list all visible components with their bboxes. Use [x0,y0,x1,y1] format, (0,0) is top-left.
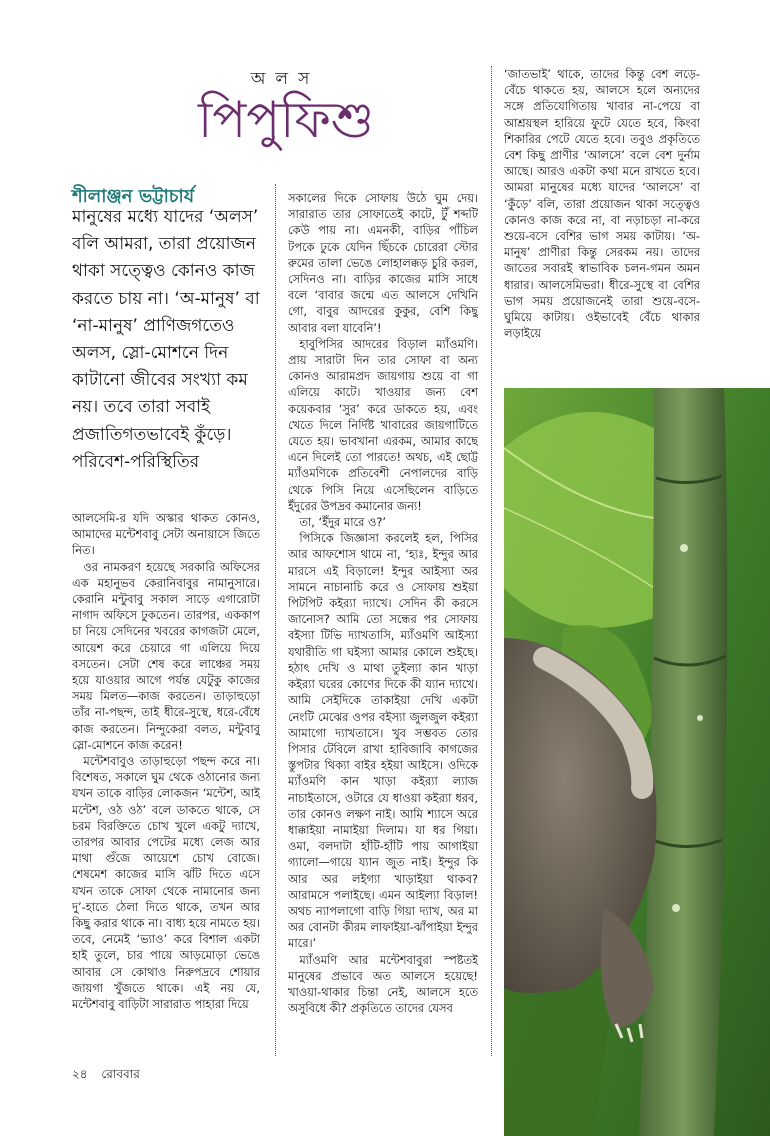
magazine-name: রোববার [101,1067,140,1081]
column-divider-left [275,184,276,1056]
article-column-1 [72,510,260,1058]
paragraph: তা, ‘ইঁদুর মারে ও?’ [299,515,387,530]
paragraph: পিসিকে জিজ্ঞাসা করলেই হল, পিসির আর আফশোস থামে না, ‘হ্যঃ, ইন্দুর আর মারসে এই বিড়ালে! ইন্দুর আইস্যা অর সামনে নাচানাচি করে ও সোফায় শুইয়া পিটপিট কইর‍্যা দ্যাখে। সেদিন কী করসে জানোস? আমি তো সন্ধের পর সোফায় বইস্যা টিভি দ্যাখতাসি, ম্যাঁওমণি আইস্যা যথারীতি গা ঘইস্যা আমার কোলে শুইছে। হঠাৎ দেখি ও মাথা তুইল্যা কান খাড়া কইর‍্যা ঘরের কোণের দিকে কী য্যান দ্যাখে। আমি সেইদিকে তাকাইয়া দেখি একটা নেংটি মেঝের ওপর বইস্যা জুলজুল কইর‍্যা আমাগো দ্যাখতাসে। খুব সম্ভবত তোর পিসার টেবিলে রাখা হাবিজাবি কাগজের স্তুপটার থিক্যা বাইর হইয়া আইসে। ওদিকে ম্যাঁওমণি কান খাড়া কইর‍্যা ল্যাজ নাচাইতাসে, ওটারে যে ধাওয়া কইর‍্যা ধরব, তার কোনও লক্ষণ নাই। আমি শ্যাসে অরে ধাক্কাইয়া নামাইয়া দিলাম। যা ধর গিয়া। ওমা, বলদাটা হাঁটি-হাঁটি পায় আগাইয়া গ্যালো—গায়ে য্যান জুত নাই। ইন্দুর কি আর অর লইগ্যা খাড়াইয়া থাকব? আরামসে পলাইছে। এমন আইল্যা বিড়াল! অথচ ন্যাপলাগো বাড়ি গিয়া দ্যাখ, অর মা অর বোনটা কীরম লাফাইয়া-ঝাঁপাইয়া ইন্দুর মারে।’ [288,531,478,951]
paragraph: ‘জাতভাই’ থাকে, তাদের কিন্তু বেশ লড়ে-বেঁচে থাকতে হয়, আলসে হলে অন্যদের সঙ্গে প্রতিযোগিতায় খাবার না-পেয়ে বা আশ্রয়স্থল হারিয়ে ফুটে যেতে হবে, কিংবা শিকারির পেটে যেতে হবে। তবুও প্রকৃতিতে বেশ কিছু প্রাণীর ‘আলসে’ বলে বেশ দুর্নাম আছে। আরও একটা কথা মনে রাখতে হবে। আমরা মানুষের মধ্যে যাদের ‘আলসে’ বা ‘কুঁড়ে’ বলি, তারা প্রয়োজন থাকা সত্ত্বেও কোনও কাজ করে না, বা নড়াচড়া না-করে শুয়ে-বসে বেশির ভাগ সময় কাটায়। ‘অ-মানুষ’ প্রাণীরা কিন্তু সেরকম নয়। তাদের জাতের সবারই স্বাভাবিক চলন-গমন অমন ধারার। আলসেমিভরা। ধীরে-সুস্থে বা বেশির ভাগ সময় প্রয়োজনেই তারা শুয়ে-বসে-ঘুমিয়ে কাটায়। ওইভাবেই বেঁচে থাকার লড়াইয়ে [504,67,700,341]
paragraph: মন্টেশবাবুও তাড়াহুড়ো পছন্দ করে না। বিশেষত, সকালে ঘুম থেকে ওঠানোর জন্য যখন তাকে বাড়ির লোকজন ‘মন্টেশ, আই মন্টেশ, ওঠ ওঠ’ বলে ডাকতে থাকে, সে চরম বিরক্তিতে চোখ খুলে একটু দ্যাখে, তারপর আবার পেটের মধ্যে লেজ আর মাথা গুঁজে আয়েশে চোখ বোজে। শেষমেশ কাজের মাসি ঝাঁট দিতে এসে যখন তাকে সোফা থেকে নামানোর জন্য দু’-হাতে ঠেলা দিতে থাকে, তখন আর কিছু করার থাকে না। বাধ্য হয়ে নামতে হয়। তবে, নেমেই ‘ভ্যাও’ করে বিশাল একটা হাই তুলে, চার পায়ে আড়মোড়া ভেঙে আবার সে কোথাও নিরুপদ্রবে শোয়ার জায়গা খুঁজতে থাকে। এই নয় যে, মন্টেশবাবু বাড়িটা সারারাত পাহারা দিয়ে [72,754,260,1012]
section-kicker: অলস [250,69,320,89]
page-number: ২৪ [72,1067,88,1081]
article-title: পিপুফিশু [197,91,375,149]
paragraph: ওর নামকরণ হয়েছে সরকারি অফিসের এক মহানুভব কেরানিবাবুর নামানুসারে। কেরানি মন্টুবাবু সকাল সাড়ে এগারোটা নাগাদ অফিসে ঢুকতেন। তারপর, এককাপ চা নিয়ে সেদিনের খবরের কাগজটা মেলে, আয়েশ করে চেয়ারে গা এলিয়ে দিয়ে বসতেন। সেটা শেষ করে লাঞ্চের সময় হয়ে যাওয়ার আগে পর্যন্ত যেটুকু কাজের সময় মিলত—কাজ করতেন। তাড়াহুড়ো তাঁর না-পছন্দ, তাই ধীরে-সুস্থে, ধরে-বেঁধে কাজ করতেন। নিন্দুকেরা বলত, মন্টুবাবু স্লো-মোশনে কাজ করেন! [72,559,260,752]
sloth-photo [504,388,770,1136]
paragraph: আলসেমি-র যদি অস্কার থাকত কোনও, আমাদের মন্টেশবাবু সেটা অনায়াসে জিতে নিত। [72,511,260,558]
paragraph: হাবুপিসির আদরের বিড়াল ম্যাঁওমণি। প্রায় সারাটা দিন তার সোফা বা অন্য কোনও আরামপ্রদ জায়গায় শুয়ে বা গা এলিয়ে কাটে। খাওয়ার জন্য বেশ কয়েকবার ‘সুর’ করে ডাকতে হয়, এবং খেতে দিলে নির্দিষ্ট খাবারের জায়গাটিতে যেতে হয়। ভাবখানা এরকম, আমার কাছে এনে দিলেই তো পারতে! অথচ, এই ছোট্ট ম্যাঁওমণিকে প্রতিবেশী নেপালদের বাড়ি থেকে পিসি নিয়ে এসেছিলেন বাড়িতে ইঁদুরের উপদ্রব কমানোর জন্য! [288,336,478,513]
article-column-3 [504,66,700,366]
paragraph: ম্যাঁওমণি আর মন্টেশবাবুরা স্পষ্টতই মানুষের প্রভাবে অত আলসে হয়েছে! খাওয়া-থাকার চিন্তা নেই, আলসে হতে অসুবিধে কী? প্রকৃতিতে তাদের যেসব [288,952,478,1016]
column-divider-right [491,66,492,1056]
page-footer [72,1066,150,1086]
author-byline: শীলাঞ্জন ভট্টাচার্য [72,186,195,207]
paragraph: সকালের দিকে সোফায় উঠে ঘুম দেয়। সারারাত তার সোফাতেই কাটে, টুঁ শব্দটি কেউ পায় না। এমনকী, বাড়ির পাঁচিল টপকে ঢুকে যেদিন ছিঁচকে চোরেরা স্টোর রুমের তালা ভেঙে লোহালক্কড় চুরি করল, সেদিনও না। বাড়ির কাজের মাসি সাধে বলে ‘বাবার জন্মে এত আলসে দেখিনি গো, বাবুর আদরের কুকুর, বেশি কিছু আবার বলা যাবেনি’! [288,191,478,335]
article-column-2 [288,190,478,1058]
standfirst: মানুষের মধ্যে যাদের ‘অলস’ বলি আমরা, তারা প্রয়োজন থাকা সত্ত্বেও কোনও কাজ করতে চায় না। ‘অ-মানুষ’ বা ‘না-মানুষ’ প্রাণিজগতেও অলস, স্লো-মোশনে দিন কাটানো জীবের সংখ্যা কম নয়। তবে তারা সবাই প্রজাতিগতভাবেই কুঁড়ে। পরিবেশ-পরিস্থিতির [72,207,260,472]
